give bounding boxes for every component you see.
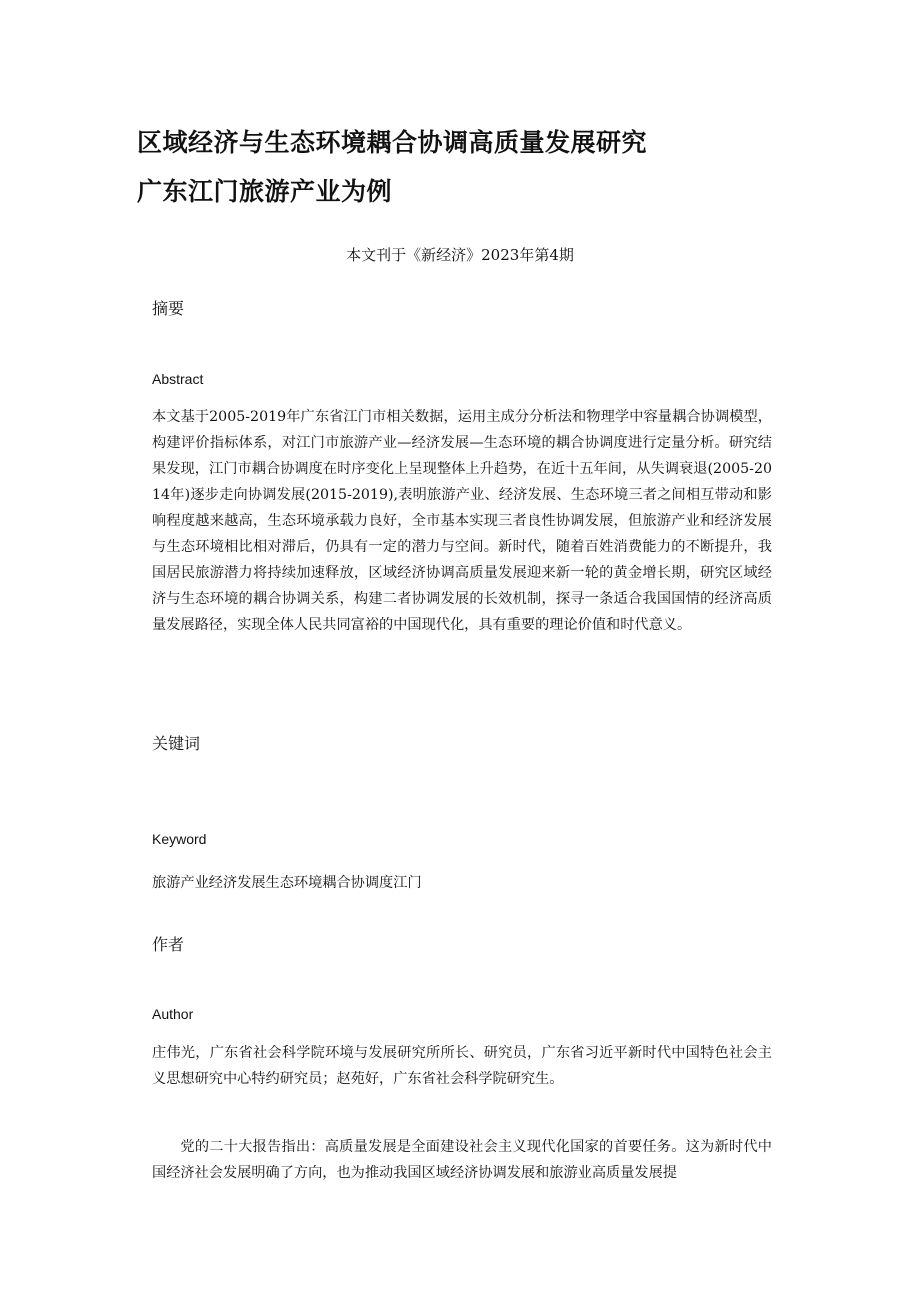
author-body: 庄伟光，广东省社会科学院环境与发展研究所所长、研究员，广东省习近平新时代中国特色社会主义思想研究中心特约研究员；赵苑好，广东省社会科学院研究生。 <box>152 1045 772 1087</box>
abstract-body: 本文基于2005-2019年广东省江门市相关数据，运用主成分分析法和物理学中容量耦合协调模型，构建评价指标体系，对江门市旅游产业—经济发展—生态环境的耦合协调度进行定量分析。研究结果发现，江门市耦合协调度在时序变化上呈现整体上升趋势，在近十五年间，从失调衰退(2005-2014年)逐步走向协调发展(2015-2019),表明旅游产业、经济发展、生态环境三者之间相互带动和影响程度越来越高，生态环境承载力良好，全市基本实现三者良性协调发展，但旅游产业和经济发展与生态环境相比相对滞后，仍具有一定的潜力与空间。新时代，随着百姓消费能力的不断提升，我国居民旅游潜力将持续加速释放，区域经济协调高质量发展迎来新一轮的黄金增长期，研究区域经济与生态环境的耦合协调关系，构建二者协调发展的长效机制，探寻一条适合我国国情的经济高质量发展路径，实现全体人民共同富裕的中国现代化，具有重要的理论价值和时代意义。 <box>152 409 772 633</box>
keywords-heading-en: Keyword <box>152 831 207 847</box>
paper-title: 区域经济与生态环境耦合协调高质量发展研究 <box>137 128 648 157</box>
intro-paragraph: 党的二十大报告指出：高质量发展是全面建设社会主义现代化国家的首要任务。这为新时代中国经济社会发展明确了方向，也为推动我国区域经济协调发展和旅游业高质量发展提 <box>152 1139 772 1181</box>
keywords-body: 旅游产业经济发展生态环境耦合协调度江门 <box>152 875 422 891</box>
keywords-heading-cn: 关键词 <box>152 734 201 753</box>
author-heading-en: Author <box>152 1006 194 1022</box>
abstract-heading-en: Abstract <box>152 371 204 387</box>
publication-source: 本文刊于《新经济》2023年第4期 <box>346 246 574 264</box>
abstract-heading-cn: 摘要 <box>152 299 185 318</box>
paper-subtitle: 广东江门旅游产业为例 <box>137 177 393 206</box>
author-heading-cn: 作者 <box>152 935 185 954</box>
